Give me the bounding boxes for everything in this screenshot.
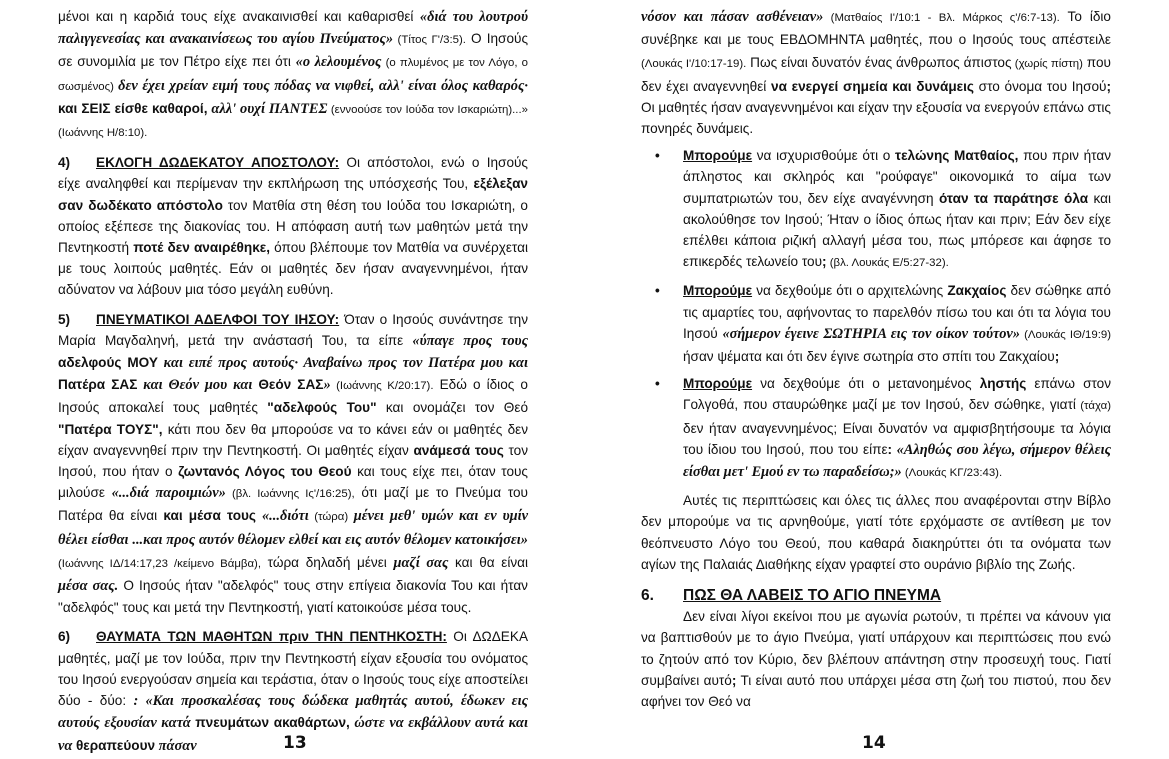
text: Οι μαθητές ήσαν αναγεννημένοι και είχαν την εξουσία να ενεργούν επάνω στις πονηρές δυνάμεις. <box>641 99 1111 137</box>
list-item <box>641 373 1111 484</box>
page-number: 14 <box>862 733 886 753</box>
scripture-quote: «διά του λουτρού παλιγγενεσίας και ανακαινίσεως του αγίου Πνεύματος» <box>58 9 528 48</box>
scripture-quote: μέσα σας. <box>58 578 119 595</box>
right-page <box>641 6 1111 712</box>
emphasis: Πατέρα ΣΑΣ <box>58 377 138 393</box>
scripture-quote: «...διά παροιμιών» <box>111 485 226 502</box>
text: Ο Ιησούς σε συνομιλία με τον Πέτρο είχε πει ότι <box>58 31 528 70</box>
text: να δεχθούμε ότι ο αρχιτελώνης <box>752 283 948 299</box>
reference: (Ιωάννης Η/8:10). <box>58 127 148 140</box>
emphasis: Ζακχαίος <box>947 283 1007 299</box>
text: τον Ιησού, που ήταν ο <box>58 442 528 480</box>
scripture-quote: αλλ' ουχί ΠΑΝΤΕΣ <box>207 100 328 117</box>
scripture-quote: μένει μεθ' υμών και εν υμίν θέλει είσθαι ...και προς αυτόν θέλομεν ελθεί και εις αυτόν θέλομεν κατοικήσει» <box>58 508 529 548</box>
left-intro-paragraph <box>58 6 528 144</box>
text: Οι ΔΩΔΕΚΑ μαθητές, μαζί με τον Ιούδα, πριν την Πεντηκοστή είχαν εξουσία του ονόματος του Ιησού ενεργούσαν σημεία και τεράστια, όταν ο Ιησούς τους είχε αποστείλει δύο - δύο: <box>58 629 529 709</box>
emphasis: "Πατέρα ΤΟΥΣ", <box>58 421 163 437</box>
note: (τάχα) <box>1075 400 1111 413</box>
text: Οι απόστολοι, ενώ ο Ιησούς είχε αναληφθεί και περίμεναν την εκπλήρωση της υπόσχεσής Του, <box>58 155 528 192</box>
note: (τώρα) <box>308 511 354 524</box>
reference: (Ματθαίος Ι'/10:1 - Βλ. Μάρκος ς'/6:7-13). <box>823 12 1060 24</box>
bullet-icon: • <box>655 376 660 392</box>
scripture-quote: «ύπαγε προς τους <box>412 332 528 349</box>
section-title: ΠΝΕΥΜΑΤΙΚΟΙ ΑΔΕΛΦΟΙ ΤΟΥ ΙΗΣΟΥ: <box>96 311 340 327</box>
text: μένοι και η καρδιά τους είχε ανακαινισθεί και καθαρισθεί <box>58 9 420 24</box>
list-item <box>641 145 1111 274</box>
emphasis: ; <box>822 254 827 270</box>
note: (εννοούσε τον Ιούδα τον Ισκαριώτη)...» <box>327 103 528 116</box>
text: να δεχθούμε ότι ο μετανοημένος <box>752 376 980 392</box>
section-number: 5) <box>58 311 71 327</box>
scripture-quote: πάσαν <box>155 737 197 754</box>
scripture-quote: «Αληθώς σου λέγω, σήμερον θέλεις είσθαι μετ' Εμού εν τω παραδείσω;» <box>683 441 1111 481</box>
reference: (Λουκάς ΙΘ/19:9) <box>1020 328 1111 341</box>
text: δεν ήταν αναγεννημένος; Είναι δυνατόν να αμφισβητήσουμε τα λόγια του ίδιου του Ιησού, που του είπε <box>683 420 1111 457</box>
text: Όταν ο Ιησούς συνάντησε την Μαρία Μαγδαληνή, μετά την ανάστασή Του, τα είπε <box>58 311 529 348</box>
section-title: ΘΑΥΜΑΤΑ ΤΩΝ ΜΑΘΗΤΩΝ πριν ΤΗΝ ΠΕΝΤΗΚΟΣΤΗ: <box>96 629 447 645</box>
text: Πως είναι δυνατόν ένας άνθρωπος άπιστος <box>746 55 1012 71</box>
right-intro-paragraph <box>641 6 1111 139</box>
reference: (βλ. Ιωάννης Ις'/16:25), <box>225 488 355 501</box>
reference: (βλ. Λουκάς Ε/5:27-32). <box>826 257 949 270</box>
emphasis: "αδελφούς Του" <box>267 400 377 416</box>
text: δεν σώθηκε από τις αμαρτίες του, αφήνοντας το παρελθόν πίσω του και ότι τα λόγια του Ιησού <box>683 283 1111 341</box>
lead-word: Μπορούμε <box>683 148 753 164</box>
text: τον Ματθία στη θέση του Ιούδα του Ισκαριώτη, ο οποίος εξέπεσε της διακονίας του. Η απόφαση αυτή των μαθητών μετά την Πεντηκοστή <box>58 197 528 256</box>
lead-word: Μπορούμε <box>683 283 753 299</box>
left-page <box>58 6 528 757</box>
emphasis: όταν τα παράτησε όλα <box>938 190 1089 206</box>
text: που δεν έχει αναγεννηθεί <box>641 55 1111 94</box>
reference: (Λουκάς Ι'/10:17-19). <box>641 58 747 71</box>
reference: (Ιωάννης ΙΔ/14:17,23 /κείμενο Βάμβα), <box>58 557 262 570</box>
emphasis: πνευμάτων ακαθάρτων, <box>195 715 350 731</box>
bullet-list <box>641 145 1111 484</box>
scripture-quote: νόσον και πάσαν ασθένειαν» <box>641 9 824 25</box>
emphasis: τελώνης Ματθαίος, <box>895 148 1019 164</box>
emphasis: ζωντανός Λόγος του Θεού <box>178 464 352 480</box>
emphasis: Θεόν ΣΑΣ <box>258 377 324 393</box>
scripture-quote: : «Και προσκαλέσας τους δώδεκα μαθητάς αυτού, έδωκεν εις αυτούς εξουσίαν κατά <box>58 693 528 732</box>
text: Εδώ ο ίδιος ο Ιησούς αποκαλεί τους μαθητές <box>58 377 528 416</box>
list-item <box>641 280 1111 367</box>
note: (ο πλυμένος με τον Λόγο, ο σωσμένος) <box>58 57 528 93</box>
bullet-icon: • <box>655 283 660 299</box>
emphasis: θεραπεύουν <box>75 737 156 753</box>
text: τώρα δηλαδή μένει <box>261 554 394 570</box>
section-5 <box>58 309 528 619</box>
text: επάνω στον Γολγοθά, που σταυρώθηκε μαζί με τον Ιησού, δεν σώθηκε, γιατί <box>683 376 1111 413</box>
text: στο όνομα του Ιησού <box>973 78 1107 94</box>
text: και ονομάζει τον Θεό <box>376 400 528 416</box>
reference: (Λουκάς ΚΓ/23:43). <box>901 467 1003 480</box>
emphasis: : <box>887 441 893 457</box>
text: Το ίδιο συνέβηκε και με τους ΕΒΔΟΜΗΝΤΑ μαθητές, που ο Ιησούς τους απέστειλε <box>641 9 1111 48</box>
text: όπου βλέπουμε τον Ματθία να συνέρχεται με τους λοιπούς μαθητές. Εάν οι μαθητές δεν ήσαν αναγεννημένοι, ήταν αδύνατον να λάβουν μια τόσο μεγάλη ευθύνη. <box>58 240 528 298</box>
page-number: 13 <box>283 733 307 753</box>
section-title: ΕΚΛΟΓΗ ΔΩΔΕΚΑΤΟΥ ΑΠΟΣΤΟΛΟΥ: <box>96 155 340 171</box>
section-number: 6) <box>58 629 71 645</box>
chapter-title: ΠΩΣ ΘΑ ΛΑΒΕΙΣ ΤΟ ΑΓΙΟ ΠΝΕΥΜΑ <box>683 587 942 605</box>
bullet-icon: • <box>655 148 660 164</box>
emphasis: και μέσα τους <box>163 508 256 524</box>
scripture-quote: μαζί σας <box>393 554 449 571</box>
emphasis: ; <box>1106 78 1111 94</box>
emphasis: εξέλεξαν σαν δωδέκατο απόστολο <box>58 176 528 213</box>
text: και τους είχε πει, όταν τους μιλούσε <box>58 464 528 501</box>
section-4 <box>58 152 528 300</box>
scripture-quote: «...διότι <box>256 508 309 525</box>
scripture-quote: και ειπέ προς αυτούς· Αναβαίνω προς τον Πατέρα μου και <box>157 355 528 372</box>
text: κάτι που δεν θα μπορούσε να το κάνει εάν οι μαθητές δεν είχαν αναγεννηθεί πριν την Πεντηκοστή. Οι μαθητές είχαν <box>58 421 528 458</box>
closing-paragraph: Αυτές τις περιπτώσεις και όλες τις άλλες που αναφέρονται στην Βίβλο δεν μπορούμε να τις αρνηθούμε, γιατί τότε ερχόμαστε σε αντίθεση με τον θεόπνευστο Λόγο του Θεού, που καθαρά διακηρύττει ότι τα ονόματα των αγίων της Παλαιάς Διαθήκης είχαν γραφτεί στο ουράνιο βιβλίο της Ζωής. <box>641 493 1111 572</box>
text: να ισχυρισθούμε ότι ο <box>752 148 896 164</box>
lead-word: Μπορούμε <box>683 376 753 392</box>
emphasis: ανάμεσά τους <box>413 442 504 458</box>
text: Τι είναι αυτό που υπάρχει μέσα στη ζωή του πιστού, που δεν αφήνει τον Θεό να <box>641 672 1111 710</box>
final-paragraph <box>641 606 1111 712</box>
scripture-quote: δεν έχει χρείαν ειμή τους πόδας να νιφθεί, αλλ' είναι όλος καθαρός· <box>118 77 528 94</box>
scripture-quote: » <box>323 377 331 394</box>
text: ότι μαζί με το Πνεύμα του Πατέρα θα είναι <box>58 485 528 524</box>
note: (χωρίς πίστη) <box>1011 58 1083 71</box>
text: Ο Ιησούς ήταν "αδελφός" τους στην επίγεια διακονία Του και ήταν "αδελφός" τους και μετά την Πεντηκοστή, γιατί κατοικούσε μέσα τους. <box>58 578 528 616</box>
section-number: 4) <box>58 155 71 171</box>
emphasis: ; <box>731 672 737 688</box>
emphasis: να ενεργεί σημεία και δυνάμεις <box>771 78 974 94</box>
emphasis: και ΣΕΙΣ είσθε καθαροί, <box>58 100 208 116</box>
emphasis: ποτέ δεν αναιρέθηκε, <box>133 240 271 256</box>
emphasis: ; <box>1054 349 1060 365</box>
reference: (Ιωάννης Κ/20:17). <box>330 380 434 393</box>
reference: (Τίτος Γ'/3:5). <box>393 34 466 47</box>
chapter-heading <box>641 585 1111 606</box>
scripture-quote: «σήμερον έγεινε ΣΩΤΗΡΙΑ εις τον οίκον τούτον» <box>722 325 1020 342</box>
scripture-quote: «ο λελουμένος <box>295 54 382 71</box>
text: και θα είναι <box>448 554 529 570</box>
emphasis: ληστής <box>979 376 1027 392</box>
text: Δεν είναι λίγοι εκείνοι που με αγωνία ρωτούν, τι πρέπει να κάνουν για να βαπτισθούν με το άγιο Πνεύμα, γιατί υπάρχουν και περιπτώσεις που ενώ το ζητούν από τον Κύριο, δεν βλέπουν απάντηση στην προσευχή τους. Γιατί συμβαίνει αυτό <box>641 609 1111 688</box>
chapter-number: 6. <box>641 587 654 605</box>
scripture-quote: ώστε να εκβάλλουν αυτά και να <box>58 715 528 754</box>
text: και ακολούθησε τον Ιησού; Ήταν ο ίδιος όπως ήταν και πριν; Εάν δεν είχε επέλθει κάποια ριζική αλλαγή μέσα του, πως μπόρεσε και άφησε το επικερδές τελωνείο του <box>683 190 1111 270</box>
text: ήσαν ψέματα και ότι δεν έγινε σωτηρία στο σπίτι του Ζακχαίου <box>683 349 1055 365</box>
emphasis: αδελφούς ΜΟΥ <box>58 355 158 371</box>
scripture-quote: και Θεόν μου και <box>137 377 259 394</box>
text: που πριν ήταν άπληστος και σκληρός και "ρούφαγε" οικονομικά το αίμα των συμπατριωτών του, δεν είχε αναγέννηση <box>683 148 1111 206</box>
